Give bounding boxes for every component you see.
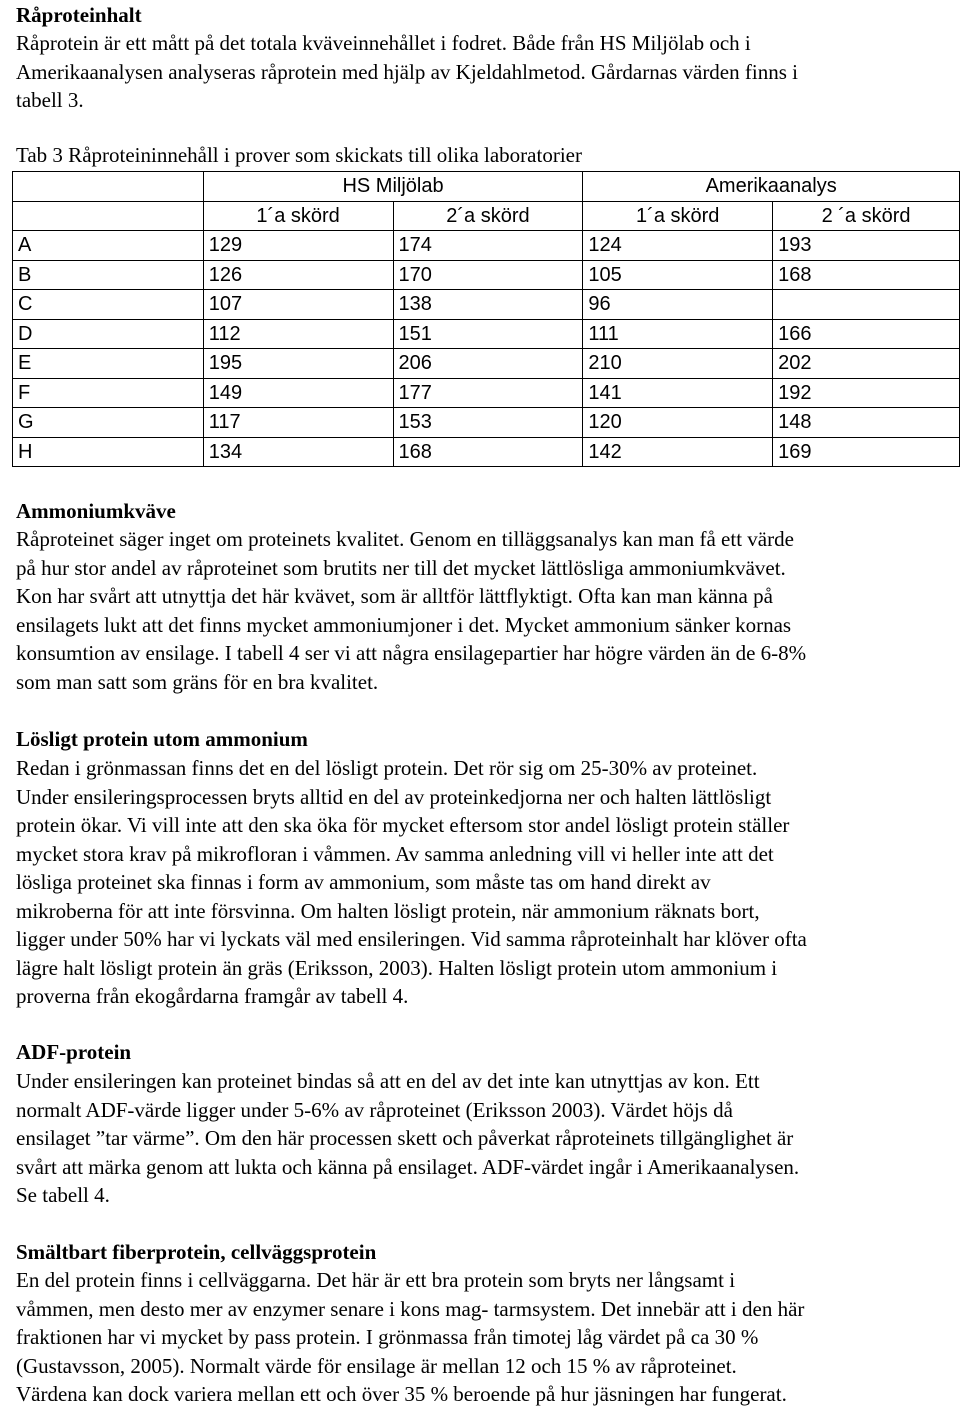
- table-cell: 124: [583, 231, 773, 261]
- table-cell: 170: [393, 260, 583, 290]
- table-cell: 210: [583, 349, 773, 379]
- group-header-amerikaanalys: Amerikaanalys: [583, 172, 960, 202]
- text-line: våmmen, men desto mer av enzymer senare i kons mag- tarmsystem. Det innebär att i den här: [16, 1296, 805, 1321]
- table-group-header-row: [13, 172, 960, 202]
- text-line: Råprotein är ett mått på det totala kväveinnehållet i fodret. Både från HS Miljölab och i: [16, 31, 751, 55]
- table-cell: 177: [393, 378, 583, 408]
- table-caption: Tab 3 Råproteininnehåll i prover som skickats till olika laboratorier: [16, 143, 582, 167]
- section-body-losligt-protein: [16, 754, 956, 1011]
- table-cell: 112: [203, 319, 393, 349]
- text-line: En del protein finns i cellväggarna. Det här är ett bra protein som bryts ner långsamt i: [16, 1268, 736, 1292]
- table-cell: 149: [203, 378, 393, 408]
- text-line: Redan i grönmassan finns det en del lösligt protein. Det rör sig om 25-30% av proteinet.: [16, 756, 758, 780]
- section-heading-losligt-protein: Lösligt protein utom ammonium: [16, 727, 308, 751]
- table-row: [13, 231, 960, 261]
- row-label-cell: A: [13, 231, 204, 261]
- table-cell: 166: [773, 319, 960, 349]
- table-cell: 111: [583, 319, 773, 349]
- table-cell: 169: [773, 437, 960, 467]
- table-cell: 105: [583, 260, 773, 290]
- text-line: Råproteinet säger inget om proteinets kvalitet. Genom en tilläggsanalys kan man få ett värde: [16, 527, 794, 551]
- table-cell: 138: [393, 290, 583, 320]
- table-cell: 142: [583, 437, 773, 467]
- text-line: (Gustavsson, 2005). Normalt värde för ensilage är mellan 12 och 15 % av råproteinet.: [16, 1353, 737, 1378]
- table-cell: 168: [773, 260, 960, 290]
- text-line: mikroberna för att inte försvinna. Om halten lösligt protein, när ammonium räknats bort,: [16, 898, 760, 923]
- row-label-cell: H: [13, 437, 204, 467]
- text-line: protein ökar. Vi vill inte att den ska öka för mycket eftersom stor andel lösligt protein ställer: [16, 813, 790, 837]
- table-corner-cell: [13, 201, 204, 231]
- text-line: ensilagets lukt att det finns mycket ammoniumjoner i det. Mycket ammonium sänker kornas: [16, 612, 792, 637]
- table-row: [13, 260, 960, 290]
- text-line: Värdena kan dock variera mellan ett och över 35 % beroende på hur jäsningen har fungerat.: [16, 1382, 787, 1406]
- section-heading-raproteinhalt: Råproteinhalt: [16, 3, 142, 27]
- subheader-cell: 2´a skörd: [393, 201, 583, 231]
- row-label-cell: G: [13, 408, 204, 438]
- text-line: som man satt som gräns för en bra kvalitet.: [16, 669, 379, 694]
- text-line: ensilaget ”tar värme”. Om den här processen skett och påverkat råproteinets tillgänglighet är: [16, 1126, 794, 1150]
- row-label-cell: F: [13, 378, 204, 408]
- table-subheader-row: [13, 201, 960, 231]
- text-line: på hur stor andel av råproteinet som brutits ner till det mycket lättlösliga ammoniumkvävet.: [16, 555, 786, 580]
- table-cell: 168: [393, 437, 583, 467]
- text-line: lösliga proteinet ska finnas i form av ammonium, som måste tas om hand direkt av: [16, 870, 711, 894]
- table-cell: 141: [583, 378, 773, 408]
- subheader-cell: 1´a skörd: [203, 201, 393, 231]
- table-row: [13, 437, 960, 467]
- row-label-cell: E: [13, 349, 204, 379]
- text-line: Amerikaanalysen analyseras råprotein med hjälp av Kjeldahlmetod. Gårdarnas värden finns i: [16, 59, 798, 84]
- text-line: normalt ADF-värde ligger under 5-6% av råproteinet (Eriksson 2003). Värdet höjs då: [16, 1097, 733, 1122]
- table-cell: 126: [203, 260, 393, 290]
- table-cell: 96: [583, 290, 773, 320]
- table-cell: 117: [203, 408, 393, 438]
- table-cell: 153: [393, 408, 583, 438]
- table-cell: 202: [773, 349, 960, 379]
- table-row: [13, 290, 960, 320]
- text-line: mycket stora krav på mikrofloran i våmmen. Av samma anledning vill vi heller inte att det: [16, 841, 774, 866]
- section-body-ammoniumkvave: [16, 525, 956, 696]
- protein-table: [12, 171, 960, 467]
- table-row: [13, 408, 960, 438]
- text-line: ligger under 50% har vi lyckats väl med ensileringen. Vid samma råproteinhalt har klöver ofta: [16, 927, 807, 951]
- row-label-cell: D: [13, 319, 204, 349]
- table-cell: 193: [773, 231, 960, 261]
- text-line: Se tabell 4.: [16, 1183, 110, 1207]
- table-cell: 174: [393, 231, 583, 261]
- text-line: Kon har svårt att utnyttja det här kvävet, som är alltför lättflyktigt. Ofta kan man känna på: [16, 584, 773, 608]
- row-label-cell: C: [13, 290, 204, 320]
- table-cell: 129: [203, 231, 393, 261]
- text-line: lägre halt lösligt protein än gräs (Eriksson, 2003). Halten lösligt protein utom ammonium i: [16, 955, 778, 980]
- table-cell: 107: [203, 290, 393, 320]
- group-header-hs-miljolab: HS Miljölab: [203, 172, 583, 202]
- table-cell: 148: [773, 408, 960, 438]
- table-cell: 151: [393, 319, 583, 349]
- table-cell: 134: [203, 437, 393, 467]
- text-line: fraktionen har vi mycket by pass protein. I grönmassa från timotej låg värdet på ca 30 %: [16, 1325, 759, 1349]
- section-body-raproteinhalt: [16, 29, 956, 115]
- table-cell: 120: [583, 408, 773, 438]
- section-heading-ammoniumkvave: Ammoniumkväve: [16, 499, 176, 523]
- table-cell: [773, 290, 960, 320]
- table-corner-cell: [13, 172, 204, 202]
- text-line: tabell 3.: [16, 88, 84, 112]
- row-label-cell: B: [13, 260, 204, 290]
- table-row: [13, 378, 960, 408]
- table-cell: 206: [393, 349, 583, 379]
- section-heading-adf-protein: ADF-protein: [16, 1040, 132, 1064]
- subheader-cell: 1´a skörd: [583, 201, 773, 231]
- section-body-fiberprotein: [16, 1266, 956, 1409]
- text-line: svårt att märka genom att lukta och känna på ensilaget. ADF-värdet ingår i Amerikaanalysen.: [16, 1154, 800, 1179]
- text-line: Under ensileringen kan proteinet bindas så att en del av det inte kan utnyttjas av kon. Ett: [16, 1069, 760, 1093]
- text-line: proverna från ekogårdarna framgår av tabell 4.: [16, 984, 409, 1008]
- table-row: [13, 349, 960, 379]
- text-line: Under ensileringsprocessen bryts alltid en del av proteinkedjorna ner och halten lättlösligt: [16, 784, 772, 809]
- table-cell: 192: [773, 378, 960, 408]
- text-line: konsumtion av ensilage. I tabell 4 ser vi att några ensilagepartier har högre värden än de 6-8%: [16, 641, 807, 665]
- table-row: [13, 319, 960, 349]
- table-cell: 195: [203, 349, 393, 379]
- section-heading-fiberprotein: Smältbart fiberprotein, cellväggsprotein: [16, 1240, 377, 1264]
- section-body-adf-protein: [16, 1067, 956, 1210]
- subheader-cell: 2 ´a skörd: [773, 201, 960, 231]
